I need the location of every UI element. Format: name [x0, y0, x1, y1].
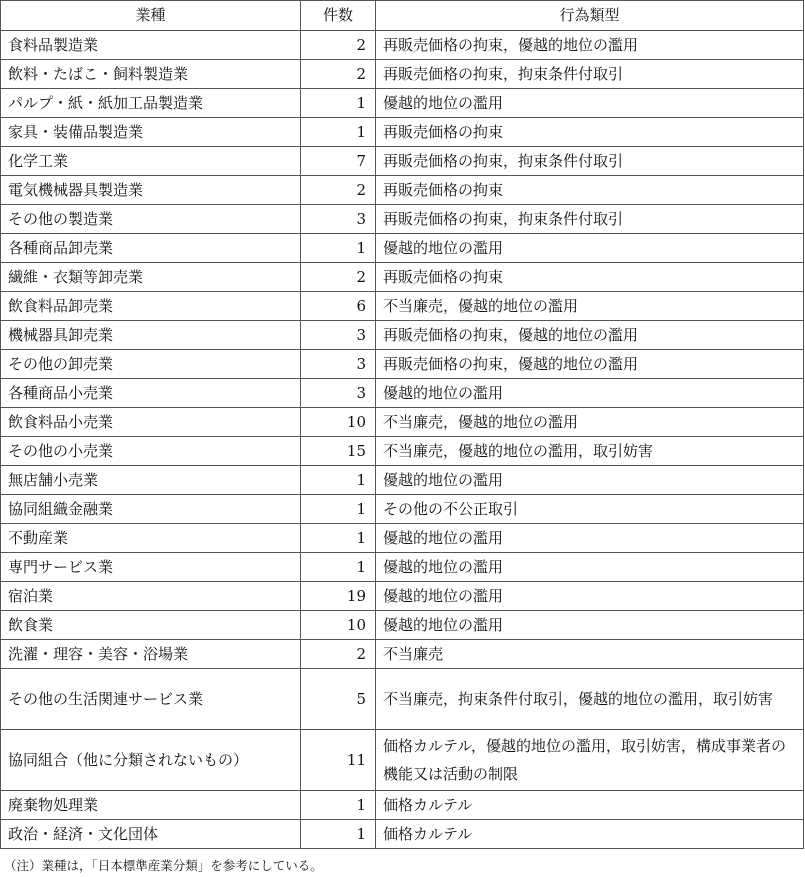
cell-industry: 協同組織金融業: [1, 495, 301, 524]
cell-count: 2: [301, 640, 376, 669]
table-row: [1, 350, 804, 379]
table-row: [1, 669, 804, 730]
cell-behavior: 優越的地位の濫用: [376, 611, 804, 640]
cell-industry: 飲食料品卸売業: [1, 292, 301, 321]
table-body: [1, 31, 804, 849]
cell-industry: 飲食業: [1, 611, 301, 640]
table-row: [1, 263, 804, 292]
cell-count: 15: [301, 437, 376, 466]
table-header-row: [1, 1, 804, 31]
cell-industry: 飲食料品小売業: [1, 408, 301, 437]
table-row: [1, 205, 804, 234]
table-row: [1, 234, 804, 263]
cell-behavior: 不当廉売，優越的地位の濫用: [376, 292, 804, 321]
cell-behavior: 再販売価格の拘束，拘束条件付取引: [376, 205, 804, 234]
cell-industry: その他の製造業: [1, 205, 301, 234]
cell-industry: 政治・経済・文化団体: [1, 820, 301, 849]
cell-count: 2: [301, 31, 376, 60]
cell-behavior: 再販売価格の拘束，拘束条件付取引: [376, 147, 804, 176]
table-row: [1, 730, 804, 791]
cell-industry: 繊維・衣類等卸売業: [1, 263, 301, 292]
cell-count: 3: [301, 379, 376, 408]
cell-count: 1: [301, 234, 376, 263]
cell-behavior: 再販売価格の拘束，優越的地位の濫用: [376, 321, 804, 350]
cell-industry: 機械器具卸売業: [1, 321, 301, 350]
cell-behavior: 不当廉売: [376, 640, 804, 669]
cell-behavior: 優越的地位の濫用: [376, 234, 804, 263]
cell-industry: 専門サービス業: [1, 553, 301, 582]
cell-count: 3: [301, 350, 376, 379]
cell-industry: 飲料・たばこ・飼料製造業: [1, 60, 301, 89]
table-row: [1, 321, 804, 350]
cell-count: 1: [301, 118, 376, 147]
cell-count: 11: [301, 730, 376, 791]
cell-count: 10: [301, 611, 376, 640]
table-row: [1, 582, 804, 611]
cell-count: 1: [301, 524, 376, 553]
footnote: （注）業種は，「日本標準産業分類」を参考にしている。: [4, 858, 323, 873]
cell-behavior: 優越的地位の濫用: [376, 553, 804, 582]
cell-behavior: 再販売価格の拘束: [376, 118, 804, 147]
cell-behavior: 再販売価格の拘束: [376, 263, 804, 292]
header-count: 件数: [301, 1, 376, 31]
cell-count: 1: [301, 553, 376, 582]
table-row: [1, 60, 804, 89]
cell-count: 1: [301, 495, 376, 524]
cell-behavior: 優越的地位の濫用: [376, 524, 804, 553]
table-row: [1, 408, 804, 437]
cell-count: 7: [301, 147, 376, 176]
cell-industry: 各種商品小売業: [1, 379, 301, 408]
cell-count: 2: [301, 176, 376, 205]
cell-industry: その他の卸売業: [1, 350, 301, 379]
table-row: [1, 524, 804, 553]
cell-behavior: 不当廉売，優越的地位の濫用: [376, 408, 804, 437]
cell-count: 1: [301, 820, 376, 849]
cell-industry: 廃棄物処理業: [1, 791, 301, 820]
cell-behavior: 再販売価格の拘束，拘束条件付取引: [376, 60, 804, 89]
cell-industry: 各種商品卸売業: [1, 234, 301, 263]
cell-behavior: 価格カルテル，優越的地位の濫用，取引妨害，構成事業者の機能又は活動の制限: [376, 730, 804, 791]
cell-industry: 協同組合（他に分類されないもの）: [1, 730, 301, 791]
cell-behavior: 優越的地位の濫用: [376, 379, 804, 408]
cell-industry: 洗濯・理容・美容・浴場業: [1, 640, 301, 669]
table-row: [1, 176, 804, 205]
table-row: [1, 466, 804, 495]
table-row: [1, 640, 804, 669]
table-row: [1, 31, 804, 60]
table-row: [1, 379, 804, 408]
table-row: [1, 611, 804, 640]
cell-industry: 無店舗小売業: [1, 466, 301, 495]
table-row: [1, 89, 804, 118]
cell-behavior: 価格カルテル: [376, 791, 804, 820]
cell-behavior: 優越的地位の濫用: [376, 582, 804, 611]
cell-count: 6: [301, 292, 376, 321]
cell-count: 1: [301, 466, 376, 495]
header-industry: 業種: [1, 1, 301, 31]
cell-industry: 家具・装備品製造業: [1, 118, 301, 147]
table-row: [1, 147, 804, 176]
table-row: [1, 437, 804, 466]
cell-behavior: 再販売価格の拘束，優越的地位の濫用: [376, 31, 804, 60]
cell-behavior: 優越的地位の濫用: [376, 89, 804, 118]
cell-industry: その他の小売業: [1, 437, 301, 466]
cell-count: 2: [301, 263, 376, 292]
cell-count: 3: [301, 321, 376, 350]
cell-behavior: その他の不公正取引: [376, 495, 804, 524]
cell-count: 10: [301, 408, 376, 437]
cell-behavior: 不当廉売，優越的地位の濫用，取引妨害: [376, 437, 804, 466]
cell-count: 1: [301, 791, 376, 820]
table-row: [1, 118, 804, 147]
table-row: [1, 820, 804, 849]
table-row: [1, 495, 804, 524]
header-behavior: 行為類型: [376, 1, 804, 31]
cell-count: 2: [301, 60, 376, 89]
cell-behavior: 価格カルテル: [376, 820, 804, 849]
cell-behavior: 不当廉売，拘束条件付取引，優越的地位の濫用，取引妨害: [376, 669, 804, 730]
cell-industry: その他の生活関連サービス業: [1, 669, 301, 730]
cell-behavior: 再販売価格の拘束: [376, 176, 804, 205]
table-row: [1, 292, 804, 321]
table-row: [1, 791, 804, 820]
cell-count: 1: [301, 89, 376, 118]
cell-count: 3: [301, 205, 376, 234]
cell-count: 5: [301, 669, 376, 730]
cell-industry: 食料品製造業: [1, 31, 301, 60]
cell-industry: 化学工業: [1, 147, 301, 176]
cell-behavior: 優越的地位の濫用: [376, 466, 804, 495]
cell-industry: パルプ・紙・紙加工品製造業: [1, 89, 301, 118]
cell-industry: 不動産業: [1, 524, 301, 553]
cell-industry: 電気機械器具製造業: [1, 176, 301, 205]
table-row: [1, 553, 804, 582]
cell-count: 19: [301, 582, 376, 611]
cell-industry: 宿泊業: [1, 582, 301, 611]
cell-behavior: 再販売価格の拘束，優越的地位の濫用: [376, 350, 804, 379]
